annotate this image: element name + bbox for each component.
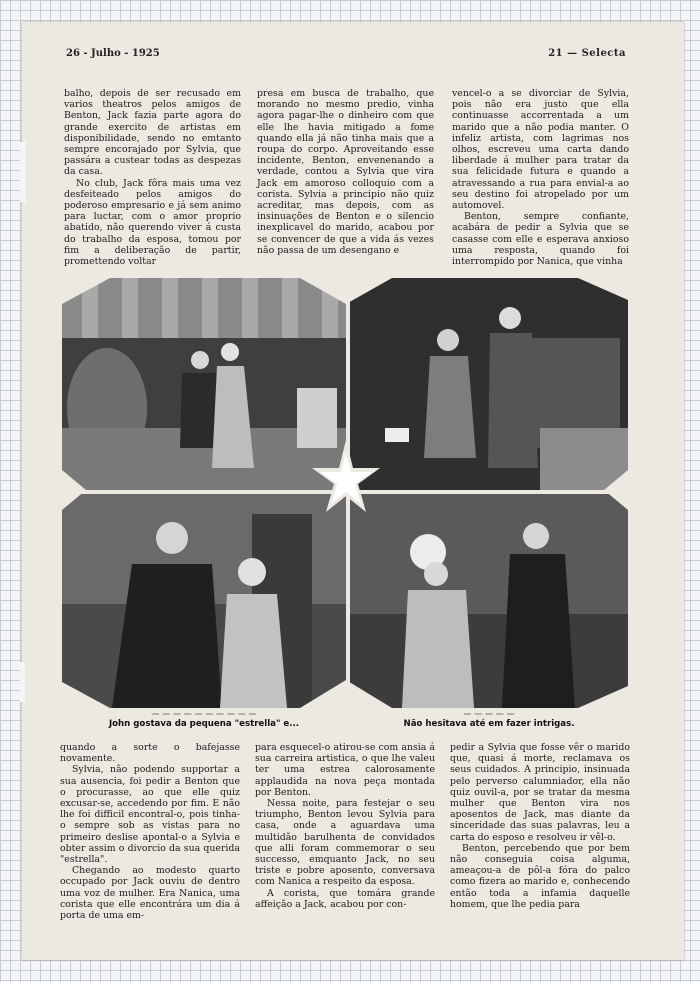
page-reference: 21 — Selecta <box>548 48 626 59</box>
bottom-column-right <box>450 742 630 914</box>
caption-text: John gostava da pequena "estrella" e... <box>108 719 300 729</box>
paragraph: Nessa noite, para festejar o seu triumpho, Benton levou Sylvia para casa, onde a aguardava uma multidão barulhenta de convidados que alli foram commemorar o seu successo, emquanto Jack, no seu triste e pobre aposento, conversava com Nanica a respeito da esposa. <box>255 798 435 888</box>
paragraph: balho, depois de ser recusado em varios theatros pelos amigos de Benton, Jack fazia parte agora do grande exercito de artistas em disponibilidade, sendo no emtanto sempre encorajado por Sylvia, que passára a custear todas as despezas da casa. <box>64 88 241 178</box>
caption-left <box>62 711 346 729</box>
bottom-column-left <box>60 742 240 922</box>
paragraph: Chegando ao modesto quarto occupado por Jack ouviu de dentro uma voz de mulher. Era Nanica, uma corista que elle encontrára um dia á porta de uma em- <box>60 865 240 922</box>
paragraph: para esquecel-o atirou-se com ansia á sua carreira artistica, o que lhe valeu ter uma estrea calorosamente applaudida na nova peça montada por Benton. <box>255 742 435 798</box>
paragraph: pedir a Sylvia que fosse vêr o marido que, quasi á morte, reclamava os seus cuidados. A principio, insinuada pelo perverso calumniador, ella não quiz ouvil-a, por se tratar da mesma mulher que Benton vira nos aposentos de Jack, mas diante da sinceridade das suas palavras, leu a carta do esposo e resolveu ir vêl-o. <box>450 742 630 843</box>
caption-text: Não hesitava até em fazer intrigas. <box>403 719 575 729</box>
caption-cutoff-line: — — — — — <box>463 709 515 718</box>
paragraph: Sylvia, não podendo supportar a sua ausencia, foi pedir a Benton que o procurasse, ao que elle quiz excusar-se, accedendo por fim. E não lhe foi difficil encontral-o, pois tinha-o sempre sob as vistas para no primeiro deslise apontal-o a Sylvia e obter assim o divorcio da sua querida "estrella". <box>60 764 240 866</box>
paragraph: No club, Jack fôra mais uma vez desfeiteado pelos amigos do poderoso empresario e já sem animo para luctar, com o amor proprio abatido, não querendo viver á custa do trabalho da esposa, tomou por fim a deliberação de partir, promettendo voltar <box>64 177 241 268</box>
bottom-column-middle <box>255 742 435 914</box>
issue-date: 26 - Julho - 1925 <box>66 48 160 59</box>
paragraph: A corista, que tomára grande affeição a Jack, acabou por con- <box>255 887 435 910</box>
caption-right <box>350 711 628 729</box>
paragraph: Benton, percebendo que por bem não conseguia coisa alguma, ameaçou-a de pôl-a fóra do palco como fizera ao marido e, conhecendo então toda a infamia daquelle homem, que lhe pedia para <box>450 842 630 910</box>
caption-cutoff-line: — — — — — — — — — — <box>151 709 257 718</box>
paragraph: Benton, sempre confiante, acabára de pedir a Sylvia que se casasse com elle e esperava anxioso uma resposta, quando foi interrompido por Nanica, que vinha <box>452 211 629 268</box>
paragraph: vencel-o a se divorciar de Sylvia, pois não era justo que ella continuasse accorrentada a um marido que a não podia manter. O infeliz artista, com lagrimas nos olhos, escreveu uma carta dando liberdade á mulher para tratar da sua felicidade futura e quando a atravessando a rua para envial-a ao seu destino foi atropelado por um automovel. <box>452 88 629 212</box>
paragraph: presa em busca de trabalho, que morando no mesmo predio, vinha agora pagar-lhe o dinheiro com que elle lhe havia mitigado a fome quando ella já não tinha mais que a roupa do corpo. Aproveitando esse incidente, Benton, envenenando a verdade, contou a Sylvia que vira Jack em amoroso colloquio com a corista. Sylvia a principio não quiz acreditar, mas depois, com as insinuações de Benton e o silencio inexplicavel do marido, acabou por se convencer de que a vida ás vezes não passa de um desengano e <box>257 88 434 256</box>
paragraph: quando a sorte o bafejasse novamente. <box>60 742 240 765</box>
